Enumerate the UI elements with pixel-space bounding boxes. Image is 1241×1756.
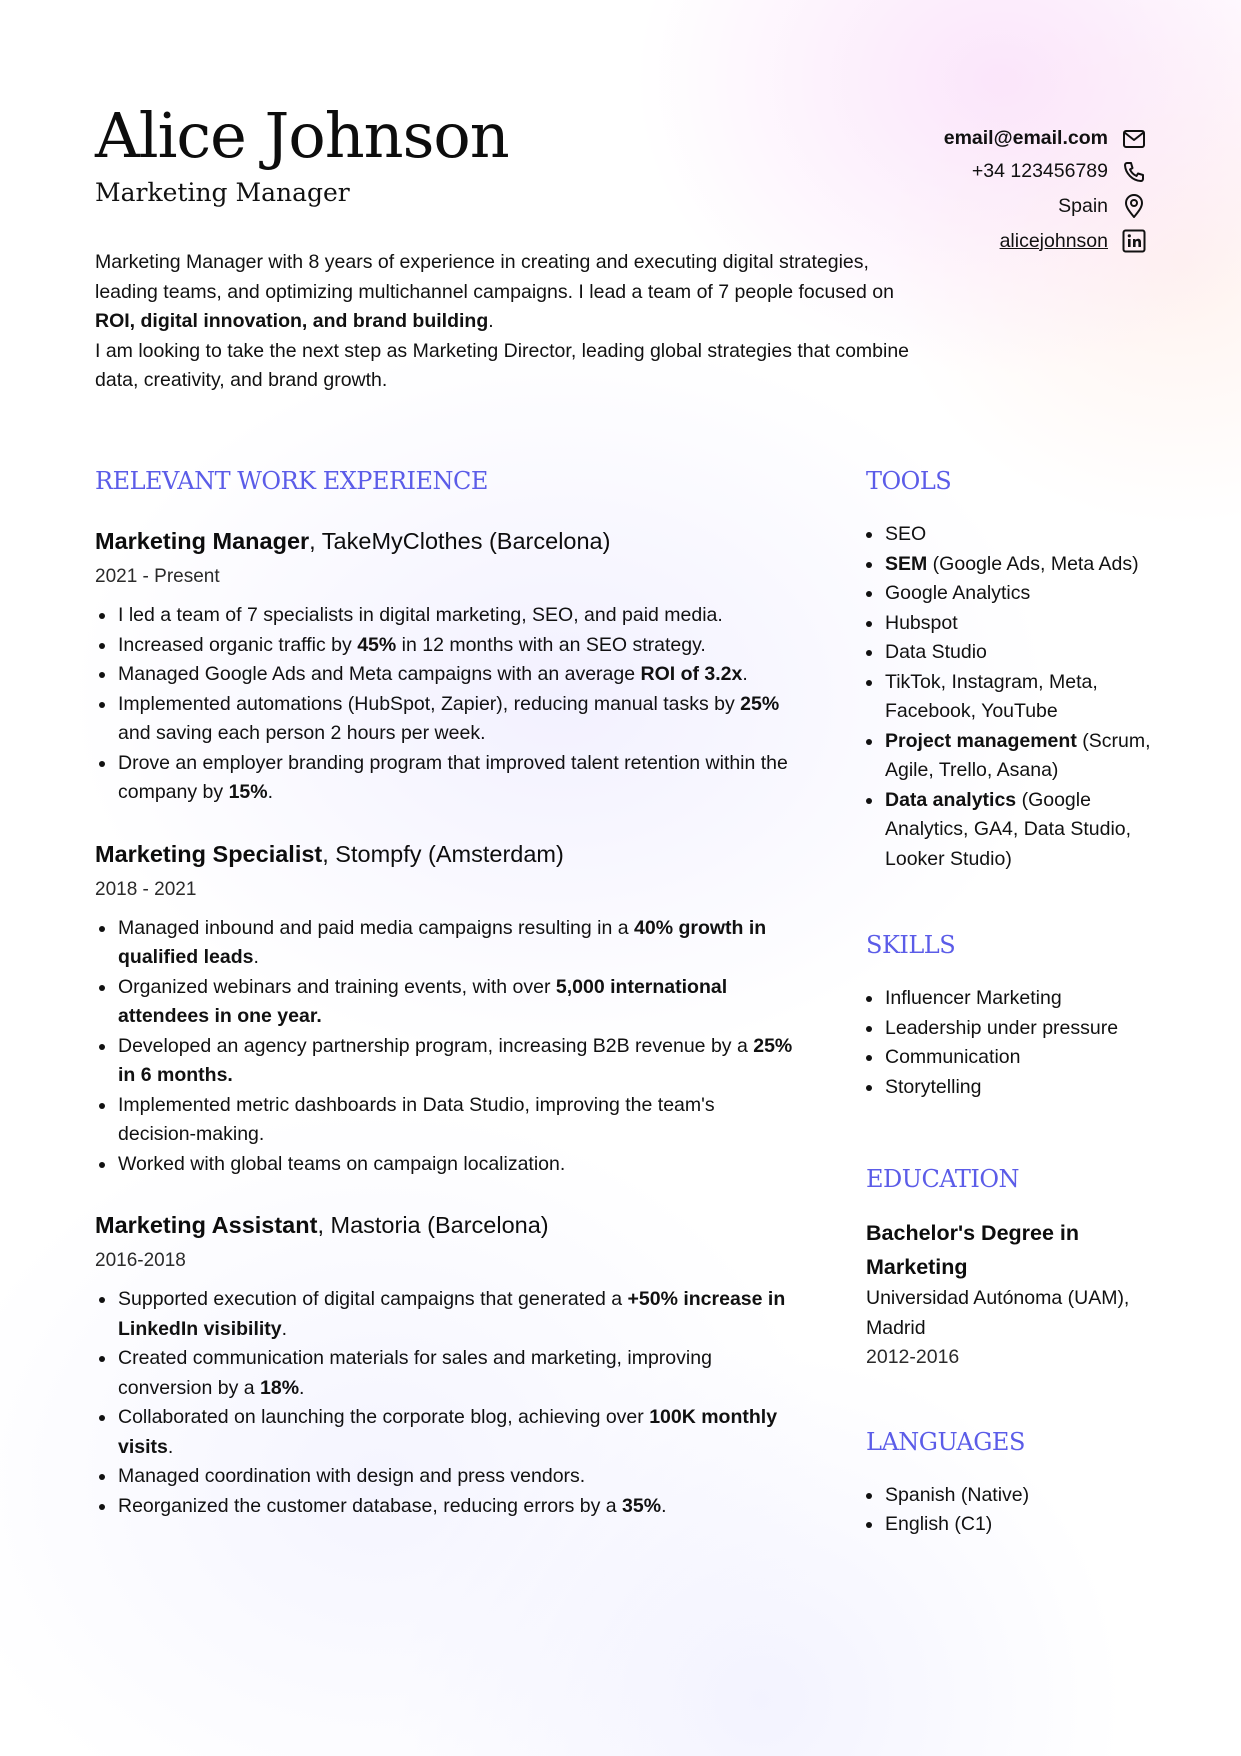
achievement-text: .: [167, 1435, 174, 1458]
achievement-text: .: [253, 946, 259, 968]
achievement-text: Managed inbound and paid media campaigns resulting in a: [118, 916, 635, 939]
section-title-tools: TOOLS: [866, 467, 952, 495]
section-title-languages: LANGUAGES: [866, 1427, 1025, 1456]
achievement-item: [118, 914, 795, 973]
summary-paragraph: [95, 248, 915, 337]
phone-icon: [1122, 160, 1146, 184]
job-role: Marketing Specialist: [95, 840, 323, 867]
education-dates: 2012-2016: [866, 1346, 960, 1368]
achievement-item: [118, 1403, 795, 1462]
job-list: [95, 525, 795, 1521]
job-heading: [95, 525, 795, 557]
language-item: Spanish (Native): [885, 1481, 1156, 1511]
achievement-item: [118, 690, 795, 749]
achievement-item: [118, 1462, 795, 1492]
candidate-title: Marketing Manager: [95, 178, 350, 207]
candidate-name: Alice Johnson: [95, 99, 509, 172]
achievement-text: Drove an employer branding program that improved talent retention within the company by: [118, 751, 788, 803]
contact-block: [806, 122, 1146, 258]
achievement-highlight: +50% increase in LinkedIn visibility: [118, 1288, 786, 1340]
achievement-text: Increased organic traffic by: [118, 633, 358, 656]
achievement-item: [118, 1150, 795, 1180]
tool-text: TikTok, Instagram, Meta, Facebook, YouTube: [885, 670, 1098, 722]
tool-item: [885, 638, 1156, 668]
tool-text: Google Analytics: [885, 582, 1031, 604]
contact-location: [806, 188, 1146, 224]
linkedin-icon: [1122, 229, 1146, 253]
achievement-text: Reorganized the customer database, reducing errors by a: [118, 1494, 623, 1517]
achievement-text: Organized webinars and training events, with over: [118, 975, 556, 998]
sidebar: [866, 466, 1156, 1540]
job-dates: 2021 - Present: [95, 566, 220, 587]
tool-item: [885, 520, 1156, 550]
achievement-item: [118, 601, 795, 631]
education-degree: Bachelor's Degree in Marketing: [866, 1221, 1080, 1279]
achievement-item: [118, 1344, 795, 1403]
skills-list: [866, 984, 1156, 1102]
summary-text: Marketing Manager with 8 years of experience in creating and executing digital strategies, leading teams, and optimizing multichannel campaigns. I lead a team of 7 people focused on: [95, 251, 894, 303]
summary-highlight: ROI, digital innovation, and brand building: [95, 310, 489, 332]
summary-goal: I am looking to take the next step as Marketing Director, leading global strategies that combine data, creativity, and brand growth.: [95, 339, 910, 391]
achievement-item: [118, 749, 795, 808]
achievement-highlight: 35%: [622, 1494, 662, 1517]
section-title-education: EDUCATION: [866, 1165, 1020, 1193]
tool-item: [885, 609, 1156, 639]
tool-highlight: Data analytics: [885, 788, 1017, 811]
achievement-text: and saving each person 2 hours per week.: [118, 722, 486, 744]
tool-text: SEO: [885, 523, 927, 545]
location-text: Spain: [1058, 194, 1108, 217]
achievement-highlight: 25% in 6 months.: [118, 1034, 793, 1086]
skill-item: Influencer Marketing: [885, 984, 1156, 1014]
section-title-experience: RELEVANT WORK EXPERIENCE: [95, 467, 488, 495]
tool-text: Hubspot: [885, 611, 958, 634]
profile-summary: [95, 248, 915, 396]
tool-text: (Google Ads, Meta Ads): [927, 552, 1139, 575]
tool-item: [885, 727, 1156, 786]
achievement-highlight: 45%: [357, 633, 397, 656]
job-company: , TakeMyClothes (Barcelona): [309, 528, 611, 554]
contact-phone: [806, 155, 1146, 188]
job-company: , Mastoria (Barcelona): [317, 1212, 549, 1238]
job-achievements: [95, 914, 795, 1180]
job-heading: [95, 1209, 795, 1241]
job-entry: [95, 838, 795, 1180]
achievement-text: .: [267, 781, 274, 803]
experience-section: [95, 466, 795, 1521]
tools-list: [866, 520, 1156, 874]
location-pin-icon: [1122, 194, 1146, 218]
achievement-highlight: 100K monthly visits: [118, 1406, 778, 1458]
job-heading: [95, 838, 795, 870]
job-company: , Stompfy (Amsterdam): [322, 840, 564, 867]
job-achievements: [95, 1285, 795, 1521]
achievement-text: .: [742, 663, 748, 685]
achievement-text: .: [299, 1376, 305, 1399]
achievement-text: Created communication materials for sales and marketing, improving conversion by a: [118, 1347, 712, 1399]
achievement-item: [118, 631, 795, 661]
job-entry: [95, 525, 795, 808]
job-role: Marketing Assistant: [95, 1212, 318, 1238]
achievement-highlight: 5,000 international attendees in one year.: [118, 975, 728, 1027]
achievement-item: [118, 973, 795, 1032]
languages-list: [866, 1481, 1156, 1540]
achievement-text: Developed an agency partnership program, increasing B2B revenue by a: [118, 1034, 754, 1057]
achievement-item: [118, 1285, 795, 1344]
achievement-text: Worked with global teams on campaign localization.: [118, 1152, 566, 1175]
achievement-text: Collaborated on launching the corporate blog, achieving over: [118, 1406, 650, 1428]
skill-item: Communication: [885, 1043, 1156, 1073]
job-dates: 2018 - 2021: [95, 878, 197, 900]
achievement-highlight: ROI of 3.2x: [640, 663, 743, 685]
language-item: English (C1): [885, 1510, 1156, 1540]
achievement-item: [118, 1492, 795, 1522]
achievement-text: in 12 months with an SEO strategy.: [396, 633, 706, 656]
tool-item: [885, 786, 1156, 875]
tool-text: (Scrum, Agile, Trello, Asana): [885, 729, 1151, 781]
tool-highlight: Project management: [885, 729, 1077, 752]
achievement-highlight: 40% growth in qualified leads: [118, 916, 767, 968]
tool-item: [885, 579, 1156, 609]
tool-text: Data Studio: [885, 641, 987, 663]
tool-item: [885, 668, 1156, 727]
achievement-highlight: 15%: [228, 781, 268, 803]
contact-email: [806, 122, 1146, 155]
achievement-text: Managed coordination with design and press vendors.: [118, 1465, 586, 1487]
phone-link[interactable]: +34 123456789: [971, 160, 1108, 182]
achievement-item: [118, 1091, 795, 1150]
achievement-text: Implemented metric dashboards in Data Studio, improving the team's decision-making.: [118, 1093, 715, 1145]
email-link[interactable]: email@email.com: [943, 127, 1108, 149]
achievement-highlight: 18%: [260, 1376, 300, 1399]
summary-text: .: [488, 310, 494, 332]
job-achievements: [95, 601, 795, 808]
section-title-skills: SKILLS: [866, 931, 956, 959]
tool-item: [885, 550, 1156, 580]
achievement-text: Managed Google Ads and Meta campaigns with an average: [118, 663, 641, 685]
achievement-text: Supported execution of digital campaigns that generated a: [118, 1288, 628, 1310]
achievement-text: Implemented automations (HubSpot, Zapier), reducing manual tasks by: [118, 692, 741, 715]
education-entry: [866, 1216, 1136, 1373]
skill-item: Leadership under pressure: [885, 1014, 1156, 1044]
tool-highlight: SEM: [885, 552, 928, 575]
job-dates: 2016-2018: [95, 1250, 186, 1271]
linkedin-link[interactable]: alicejohnson: [999, 229, 1108, 252]
job-role: Marketing Manager: [95, 528, 310, 554]
achievement-item: [118, 1032, 795, 1091]
tool-text: (Google Analytics, GA4, Data Studio, Looker Studio): [885, 788, 1132, 870]
job-entry: [95, 1209, 795, 1521]
achievement-text: .: [661, 1494, 667, 1517]
achievement-text: .: [281, 1317, 288, 1340]
achievement-item: [118, 660, 795, 690]
skill-item: Storytelling: [885, 1073, 1156, 1103]
education-school: Universidad Autónoma (UAM), Madrid: [866, 1287, 1130, 1339]
mail-icon: [1122, 127, 1146, 151]
achievement-text: I led a team of 7 specialists in digital marketing, SEO, and paid media.: [118, 604, 723, 626]
achievement-highlight: 25%: [740, 692, 780, 715]
